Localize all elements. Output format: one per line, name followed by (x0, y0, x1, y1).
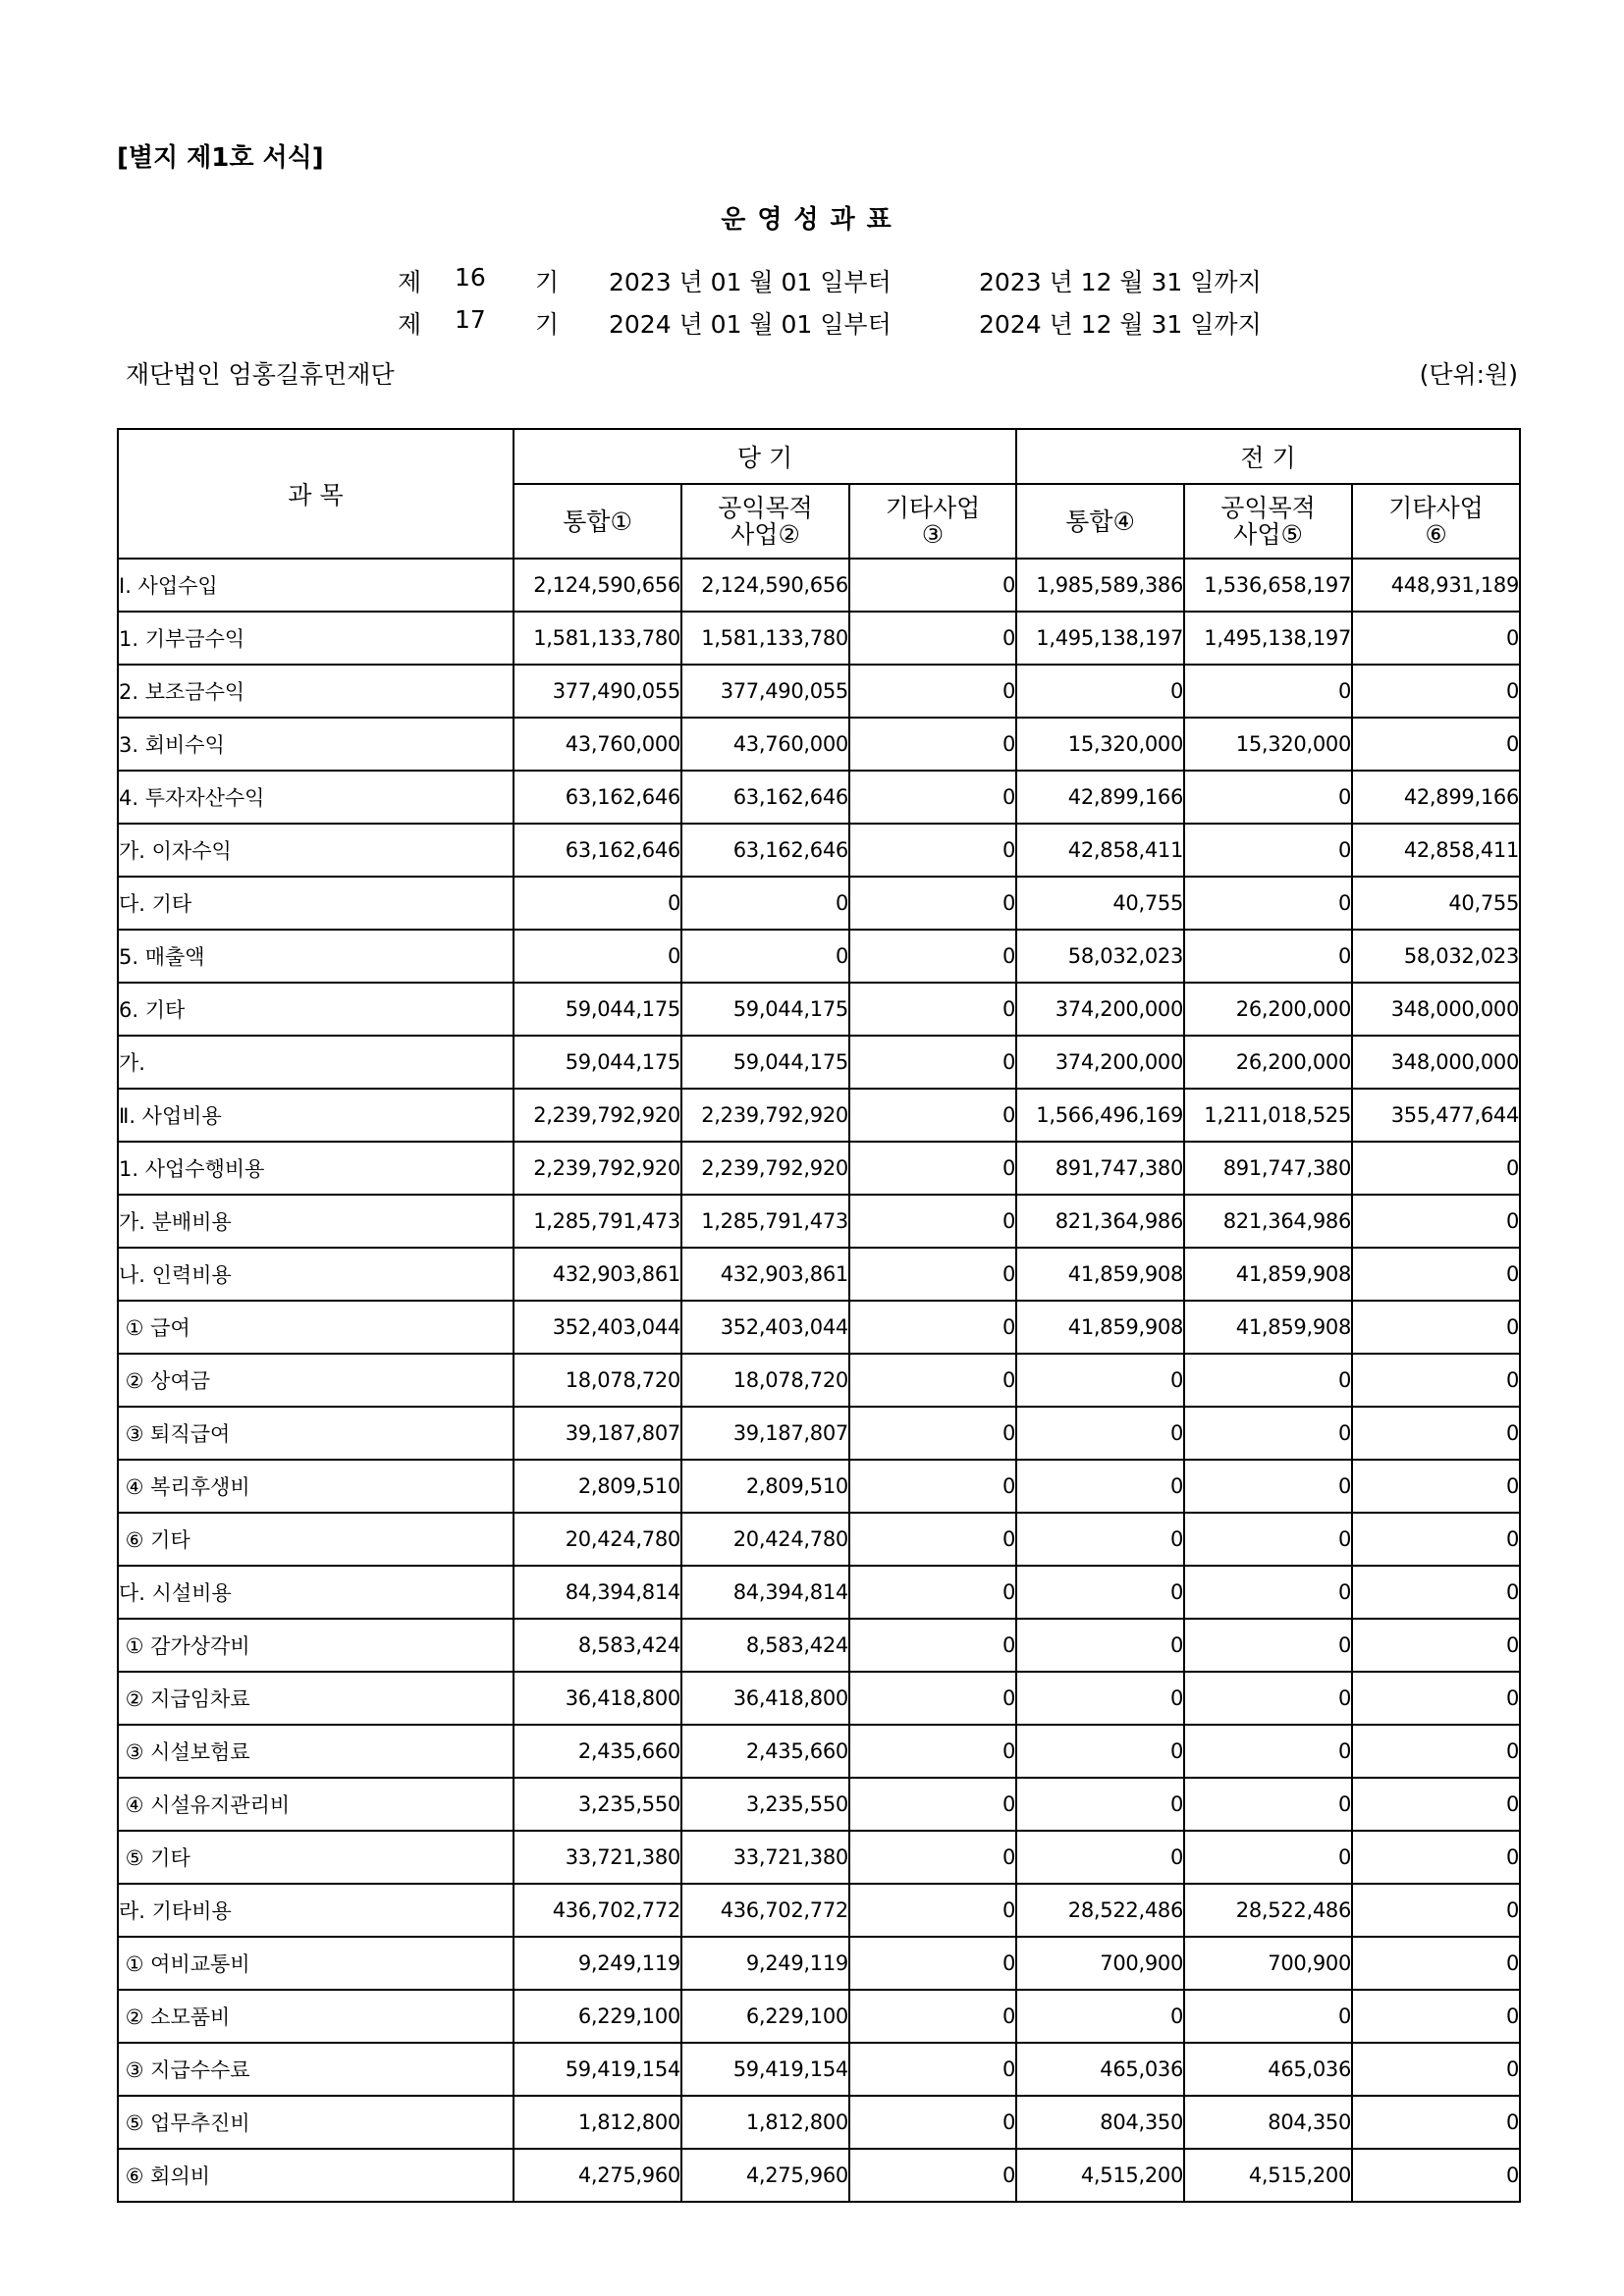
amount-cell: 0 (1352, 2043, 1520, 2096)
amount-cell: 0 (1184, 930, 1352, 983)
amount-cell: 6,229,100 (514, 1990, 681, 2043)
amount-cell: 58,032,023 (1016, 930, 1184, 983)
operating-results-table (117, 428, 1521, 2203)
table-row (118, 1778, 1520, 1831)
row-label: Ⅰ. 사업수입 (118, 559, 514, 612)
amount-cell: 59,419,154 (681, 2043, 849, 2096)
amount-cell: 0 (849, 718, 1016, 771)
amount-cell: 0 (1184, 1619, 1352, 1672)
amount-cell: 0 (1184, 665, 1352, 718)
amount-cell: 36,418,800 (514, 1672, 681, 1725)
amount-cell: 0 (849, 1672, 1016, 1725)
amount-cell: 0 (1352, 718, 1520, 771)
col-header-public-previous: 공익목적 사업⑤ (1184, 484, 1352, 559)
amount-cell: 0 (1184, 824, 1352, 877)
amount-cell: 63,162,646 (681, 824, 849, 877)
amount-cell: 1,536,658,197 (1184, 559, 1352, 612)
period-number: 17 (455, 305, 486, 334)
amount-cell: 9,249,119 (514, 1937, 681, 1990)
amount-cell: 0 (849, 824, 1016, 877)
table-row (118, 824, 1520, 877)
amount-cell: 0 (849, 2149, 1016, 2202)
amount-cell: 59,044,175 (681, 1036, 849, 1089)
document-title: 운영성과표 (721, 205, 903, 235)
row-label: ② 지급임차료 (118, 1672, 514, 1725)
amount-cell: 1,566,496,169 (1016, 1089, 1184, 1142)
amount-cell: 42,899,166 (1352, 771, 1520, 824)
row-label: ① 여비교통비 (118, 1937, 514, 1990)
table-row (118, 1301, 1520, 1354)
amount-cell: 0 (1352, 1778, 1520, 1831)
amount-cell: 0 (1352, 1354, 1520, 1407)
amount-cell: 42,899,166 (1016, 771, 1184, 824)
table-row (118, 2043, 1520, 2096)
amount-cell: 2,435,660 (514, 1725, 681, 1778)
table-row (118, 1884, 1520, 1937)
table-row (118, 1566, 1520, 1619)
amount-cell: 0 (1352, 612, 1520, 665)
amount-cell: 18,078,720 (681, 1354, 849, 1407)
row-label: ⑤ 업무추진비 (118, 2096, 514, 2149)
amount-cell: 0 (1352, 665, 1520, 718)
amount-cell: 0 (849, 1460, 1016, 1513)
table-row (118, 771, 1520, 824)
row-label: ④ 복리후생비 (118, 1460, 514, 1513)
amount-cell: 0 (1016, 1619, 1184, 1672)
amount-cell: 41,859,908 (1184, 1248, 1352, 1301)
amount-cell: 0 (1352, 1248, 1520, 1301)
amount-cell: 465,036 (1016, 2043, 1184, 2096)
subject-header: 과 목 (118, 429, 514, 559)
table-row (118, 1248, 1520, 1301)
amount-cell: 59,419,154 (514, 2043, 681, 2096)
amount-cell: 0 (1184, 1407, 1352, 1460)
amount-cell: 0 (849, 930, 1016, 983)
amount-cell: 20,424,780 (514, 1513, 681, 1566)
row-label: 1. 기부금수익 (118, 612, 514, 665)
amount-cell: 0 (1184, 1672, 1352, 1725)
amount-cell: 891,747,380 (1016, 1142, 1184, 1195)
amount-cell: 377,490,055 (514, 665, 681, 718)
amount-cell: 0 (1352, 1513, 1520, 1566)
table-row (118, 1460, 1520, 1513)
amount-cell: 0 (849, 1301, 1016, 1354)
amount-cell: 432,903,861 (514, 1248, 681, 1301)
amount-cell: 43,760,000 (681, 718, 849, 771)
amount-cell: 26,200,000 (1184, 983, 1352, 1036)
amount-cell: 0 (849, 1566, 1016, 1619)
amount-cell: 0 (1352, 1566, 1520, 1619)
amount-cell: 0 (849, 1195, 1016, 1248)
amount-cell: 8,583,424 (681, 1619, 849, 1672)
amount-cell: 8,583,424 (514, 1619, 681, 1672)
row-label: 다. 시설비용 (118, 1566, 514, 1619)
row-label: ⑥ 회의비 (118, 2149, 514, 2202)
amount-cell: 0 (1352, 1460, 1520, 1513)
amount-cell: 42,858,411 (1016, 824, 1184, 877)
amount-cell: 0 (849, 1407, 1016, 1460)
table-row (118, 1672, 1520, 1725)
amount-cell: 1,211,018,525 (1184, 1089, 1352, 1142)
amount-cell: 0 (849, 1725, 1016, 1778)
amount-cell: 0 (849, 983, 1016, 1036)
current-period-header: 당 기 (514, 429, 1016, 484)
table-row (118, 1195, 1520, 1248)
amount-cell: 1,581,133,780 (514, 612, 681, 665)
row-label: ④ 시설유지관리비 (118, 1778, 514, 1831)
amount-cell: 0 (1352, 1407, 1520, 1460)
amount-cell: 0 (1016, 1460, 1184, 1513)
amount-cell: 15,320,000 (1184, 718, 1352, 771)
table-row (118, 1354, 1520, 1407)
amount-cell: 0 (849, 1248, 1016, 1301)
amount-cell: 3,235,550 (681, 1778, 849, 1831)
amount-cell: 0 (1352, 2096, 1520, 2149)
amount-cell: 0 (849, 1089, 1016, 1142)
amount-cell: 63,162,646 (514, 824, 681, 877)
amount-cell: 4,275,960 (514, 2149, 681, 2202)
row-label: 3. 회비수익 (118, 718, 514, 771)
amount-cell: 41,859,908 (1184, 1301, 1352, 1354)
amount-cell: 0 (1184, 1460, 1352, 1513)
amount-cell: 63,162,646 (514, 771, 681, 824)
amount-cell: 0 (1184, 1566, 1352, 1619)
amount-cell: 0 (849, 612, 1016, 665)
amount-cell: 2,809,510 (681, 1460, 849, 1513)
amount-cell: 352,403,044 (514, 1301, 681, 1354)
amount-cell: 1,285,791,473 (514, 1195, 681, 1248)
amount-cell: 0 (1352, 1884, 1520, 1937)
amount-cell: 0 (1184, 1831, 1352, 1884)
amount-cell: 0 (1016, 1831, 1184, 1884)
amount-cell: 0 (849, 1354, 1016, 1407)
amount-cell: 2,239,792,920 (514, 1089, 681, 1142)
amount-cell: 374,200,000 (1016, 1036, 1184, 1089)
amount-cell: 448,931,189 (1352, 559, 1520, 612)
row-label: Ⅱ. 사업비용 (118, 1089, 514, 1142)
amount-cell: 0 (514, 930, 681, 983)
row-label: ② 소모품비 (118, 1990, 514, 2043)
amount-cell: 0 (1184, 771, 1352, 824)
amount-cell: 0 (1352, 1990, 1520, 2043)
amount-cell: 0 (1184, 1990, 1352, 2043)
amount-cell: 59,044,175 (514, 1036, 681, 1089)
table-row (118, 1831, 1520, 1884)
amount-cell: 3,235,550 (514, 1778, 681, 1831)
amount-cell: 0 (849, 2043, 1016, 2096)
amount-cell: 0 (849, 559, 1016, 612)
row-label: ③ 시설보험료 (118, 1725, 514, 1778)
table-row (118, 1407, 1520, 1460)
amount-cell: 821,364,986 (1184, 1195, 1352, 1248)
amount-cell: 0 (849, 1990, 1016, 2043)
amount-cell: 9,249,119 (681, 1937, 849, 1990)
amount-cell: 436,702,772 (514, 1884, 681, 1937)
table-row (118, 559, 1520, 612)
amount-cell: 84,394,814 (681, 1566, 849, 1619)
amount-cell: 4,275,960 (681, 2149, 849, 2202)
amount-cell: 0 (849, 1831, 1016, 1884)
amount-cell: 0 (1016, 1407, 1184, 1460)
row-label: 나. 인력비용 (118, 1248, 514, 1301)
amount-cell: 59,044,175 (681, 983, 849, 1036)
amount-cell: 26,200,000 (1184, 1036, 1352, 1089)
amount-cell: 1,985,589,386 (1016, 559, 1184, 612)
form-label: [별지 제1호 서식] (117, 143, 324, 173)
amount-cell: 15,320,000 (1016, 718, 1184, 771)
amount-cell: 0 (1352, 1195, 1520, 1248)
row-label: 가. (118, 1036, 514, 1089)
amount-cell: 36,418,800 (681, 1672, 849, 1725)
organization-name: 재단법인 엄홍길휴먼재단 (126, 360, 395, 389)
row-label: 가. 분배비용 (118, 1195, 514, 1248)
amount-cell: 0 (1016, 1990, 1184, 2043)
row-label: 5. 매출액 (118, 930, 514, 983)
amount-cell: 700,900 (1184, 1937, 1352, 1990)
row-label: 가. 이자수익 (118, 824, 514, 877)
amount-cell: 4,515,200 (1184, 2149, 1352, 2202)
amount-cell: 2,435,660 (681, 1725, 849, 1778)
amount-cell: 0 (1184, 1354, 1352, 1407)
amount-cell: 1,581,133,780 (681, 612, 849, 665)
amount-cell: 0 (1352, 1725, 1520, 1778)
amount-cell: 4,515,200 (1016, 2149, 1184, 2202)
amount-cell: 0 (1184, 1513, 1352, 1566)
row-label: ① 감가상각비 (118, 1619, 514, 1672)
amount-cell: 18,078,720 (514, 1354, 681, 1407)
amount-cell: 43,760,000 (514, 718, 681, 771)
amount-cell: 58,032,023 (1352, 930, 1520, 983)
period-number: 16 (455, 263, 486, 292)
col-header-public-current: 공익목적 사업② (681, 484, 849, 559)
amount-cell: 0 (1016, 1566, 1184, 1619)
amount-cell: 0 (1016, 1354, 1184, 1407)
table-row (118, 1513, 1520, 1566)
amount-cell: 0 (1352, 1142, 1520, 1195)
amount-cell: 0 (1016, 665, 1184, 718)
period-gi: 기 (535, 268, 560, 296)
amount-cell: 0 (1016, 1513, 1184, 1566)
amount-cell: 40,755 (1352, 877, 1520, 930)
amount-cell: 804,350 (1184, 2096, 1352, 2149)
amount-cell: 0 (849, 771, 1016, 824)
table-row (118, 983, 1520, 1036)
table-row (118, 1089, 1520, 1142)
amount-cell: 0 (849, 1937, 1016, 1990)
amount-cell: 63,162,646 (681, 771, 849, 824)
amount-cell: 700,900 (1016, 1937, 1184, 1990)
table-row (118, 718, 1520, 771)
period-from: 2023 년 01 월 01 일부터 (609, 268, 892, 296)
amount-cell: 2,124,590,656 (514, 559, 681, 612)
row-label: 6. 기타 (118, 983, 514, 1036)
amount-cell: 1,495,138,197 (1184, 612, 1352, 665)
amount-cell: 0 (1016, 1672, 1184, 1725)
unit-label: (단위:원) (1419, 360, 1518, 389)
amount-cell: 39,187,807 (681, 1407, 849, 1460)
amount-cell: 436,702,772 (681, 1884, 849, 1937)
amount-cell: 2,124,590,656 (681, 559, 849, 612)
amount-cell: 0 (1016, 1725, 1184, 1778)
period-to: 2024 년 12 월 31 일까지 (979, 310, 1262, 339)
amount-cell: 0 (849, 1778, 1016, 1831)
amount-cell: 40,755 (1016, 877, 1184, 930)
row-label: ③ 퇴직급여 (118, 1407, 514, 1460)
row-label: 4. 투자자산수익 (118, 771, 514, 824)
amount-cell: 348,000,000 (1352, 1036, 1520, 1089)
amount-cell: 0 (849, 2096, 1016, 2149)
amount-cell: 1,495,138,197 (1016, 612, 1184, 665)
amount-cell: 465,036 (1184, 2043, 1352, 2096)
amount-cell: 0 (514, 877, 681, 930)
period-je: 제 (398, 268, 422, 296)
table-row (118, 1937, 1520, 1990)
amount-cell: 374,200,000 (1016, 983, 1184, 1036)
table-row (118, 1036, 1520, 1089)
amount-cell: 432,903,861 (681, 1248, 849, 1301)
amount-cell: 377,490,055 (681, 665, 849, 718)
row-label: 2. 보조금수익 (118, 665, 514, 718)
col-header-total-previous: 통합④ (1016, 484, 1184, 559)
amount-cell: 0 (1352, 1831, 1520, 1884)
amount-cell: 41,859,908 (1016, 1301, 1184, 1354)
table-row (118, 2149, 1520, 2202)
amount-cell: 2,239,792,920 (681, 1142, 849, 1195)
amount-cell: 1,812,800 (514, 2096, 681, 2149)
col-header-total-current: 통합① (514, 484, 681, 559)
row-label: ⑥ 기타 (118, 1513, 514, 1566)
amount-cell: 33,721,380 (681, 1831, 849, 1884)
col-header-other-current: 기타사업 ③ (849, 484, 1016, 559)
amount-cell: 804,350 (1016, 2096, 1184, 2149)
amount-cell: 348,000,000 (1352, 983, 1520, 1036)
row-label: ② 상여금 (118, 1354, 514, 1407)
amount-cell: 0 (849, 1619, 1016, 1672)
amount-cell: 355,477,644 (1352, 1089, 1520, 1142)
row-label: 다. 기타 (118, 877, 514, 930)
amount-cell: 0 (1352, 1937, 1520, 1990)
amount-cell: 0 (681, 877, 849, 930)
amount-cell: 2,239,792,920 (514, 1142, 681, 1195)
amount-cell: 1,285,791,473 (681, 1195, 849, 1248)
previous-period-header: 전 기 (1016, 429, 1520, 484)
amount-cell: 84,394,814 (514, 1566, 681, 1619)
amount-cell: 0 (849, 877, 1016, 930)
table-row (118, 665, 1520, 718)
period-gi: 기 (535, 310, 560, 339)
table-row (118, 2096, 1520, 2149)
period-to: 2023 년 12 월 31 일까지 (979, 268, 1262, 296)
amount-cell: 28,522,486 (1184, 1884, 1352, 1937)
table-row (118, 1725, 1520, 1778)
amount-cell: 0 (1016, 1778, 1184, 1831)
amount-cell: 0 (681, 930, 849, 983)
amount-cell: 352,403,044 (681, 1301, 849, 1354)
row-label: 1. 사업수행비용 (118, 1142, 514, 1195)
table-row (118, 1142, 1520, 1195)
amount-cell: 821,364,986 (1016, 1195, 1184, 1248)
amount-cell: 0 (1184, 877, 1352, 930)
table-row (118, 1990, 1520, 2043)
amount-cell: 6,229,100 (681, 1990, 849, 2043)
amount-cell: 42,858,411 (1352, 824, 1520, 877)
period-je: 제 (398, 310, 422, 339)
row-label: ⑤ 기타 (118, 1831, 514, 1884)
table-row (118, 877, 1520, 930)
amount-cell: 0 (849, 1884, 1016, 1937)
amount-cell: 1,812,800 (681, 2096, 849, 2149)
amount-cell: 0 (1352, 1672, 1520, 1725)
amount-cell: 2,809,510 (514, 1460, 681, 1513)
amount-cell: 20,424,780 (681, 1513, 849, 1566)
amount-cell: 0 (849, 1513, 1016, 1566)
amount-cell: 0 (1352, 2149, 1520, 2202)
table-row (118, 1619, 1520, 1672)
row-label: ③ 지급수수료 (118, 2043, 514, 2096)
amount-cell: 28,522,486 (1016, 1884, 1184, 1937)
table-row (118, 930, 1520, 983)
row-label: ① 급여 (118, 1301, 514, 1354)
amount-cell: 0 (1184, 1725, 1352, 1778)
amount-cell: 33,721,380 (514, 1831, 681, 1884)
amount-cell: 41,859,908 (1016, 1248, 1184, 1301)
amount-cell: 39,187,807 (514, 1407, 681, 1460)
amount-cell: 59,044,175 (514, 983, 681, 1036)
amount-cell: 0 (1352, 1301, 1520, 1354)
col-header-other-previous: 기타사업 ⑥ (1352, 484, 1520, 559)
row-label: 라. 기타비용 (118, 1884, 514, 1937)
table-row (118, 612, 1520, 665)
amount-cell: 0 (849, 1036, 1016, 1089)
period-from: 2024 년 01 월 01 일부터 (609, 310, 892, 339)
amount-cell: 0 (1184, 1778, 1352, 1831)
amount-cell: 0 (849, 1142, 1016, 1195)
amount-cell: 2,239,792,920 (681, 1089, 849, 1142)
amount-cell: 0 (849, 665, 1016, 718)
table-body (118, 559, 1520, 2202)
amount-cell: 0 (1352, 1619, 1520, 1672)
amount-cell: 891,747,380 (1184, 1142, 1352, 1195)
